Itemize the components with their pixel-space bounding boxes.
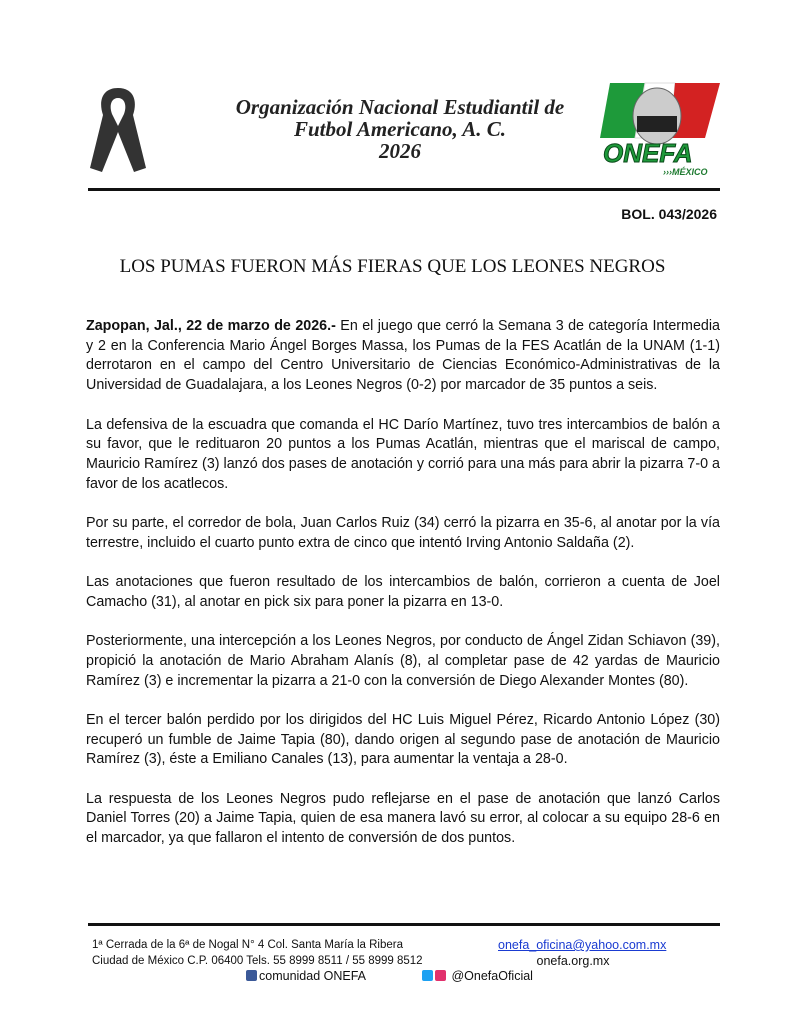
social-handle-link[interactable]	[422, 969, 533, 985]
bulletin-number: BOL. 043/2026	[621, 206, 717, 222]
org-line-1: Organización Nacional Estudiantil de	[235, 95, 565, 119]
dateline: Zapopan, Jal., 22 de marzo de 2026.-	[86, 318, 336, 334]
paragraph: La respuesta de los Leones Negros pudo reflejarse en el pase de anotación que lanzó Carlos Daniel Torres (20) a Jaime Tapia, quien de esa manera lavó su error, al colocar a su equipo 28-6 en el marcador, ya que fallaron el intento de conversión de dos puntos.	[86, 790, 720, 847]
social-handle-label: @OnefaOficial	[451, 969, 533, 983]
footer-address	[92, 938, 423, 969]
instagram-icon	[435, 970, 446, 981]
header-divider	[88, 188, 720, 191]
svg-text:ONEFA: ONEFA	[603, 138, 693, 168]
address-line-2: Ciudad de México C.P. 06400 Tels. 55 8999 8511 / 55 8999 8512	[92, 954, 423, 967]
article-body	[86, 317, 720, 869]
paragraph: Las anotaciones que fueron resultado de los intercambios de balón, corrieron a cuenta de Joel Camacho (31), al anotar en pick six para poner la pizarra en 13-0.	[86, 574, 720, 610]
onefa-logo	[595, 78, 725, 178]
org-line-2: Futbol Americano, A. C.	[294, 117, 506, 141]
website-link[interactable]: onefa.org.mx	[536, 953, 610, 968]
twitter-icon	[422, 970, 433, 981]
headline: LOS PUMAS FUERON MÁS FIERAS QUE LOS LEONES NEGROS	[119, 256, 666, 277]
paragraph: La defensiva de la escuadra que comanda el HC Darío Martínez, tuvo tres intercambios de balón a su favor, que le redituaron 20 puntos a los Pumas Acatlán, mientras que el mariscal de campo, Mauricio Ramírez (3) lanzó dos pases de anotación y corrió para una más para abrir la pizarra 7-0 a favor de los acatlecos.	[86, 416, 720, 492]
mourning-ribbon-icon	[78, 80, 158, 180]
email-link[interactable]: onefa_oficina@yahoo.com.mx	[498, 938, 667, 952]
paragraph: Por su parte, el corredor de bola, Juan Carlos Ruiz (34) cerró la pizarra en 35-6, al anotar por la vía terrestre, incluido el cuarto punto extra de cinco que intentó Irving Antonio Saldaña (2).	[86, 515, 720, 551]
svg-text:›››MÉXICO: ›››MÉXICO	[663, 167, 708, 177]
facebook-icon	[246, 970, 257, 981]
facebook-label: comunidad ONEFA	[259, 969, 366, 983]
paragraph	[86, 317, 720, 396]
org-year: 2026	[379, 139, 421, 163]
address-line-1: 1ª Cerrada de la 6ª de Nogal N° 4 Col. Santa María la Ribera	[92, 939, 403, 951]
facebook-link[interactable]	[246, 969, 366, 985]
paragraph-text: En el juego que cerró la Semana 3 de categoría Intermedia y 2 en la Conferencia Mario Ángel Borges Massa, los Pumas de la FES Acatlán de la UNAM (1-1) derrotaron en el campo del Centro Universitario de Ciencias Económico-Administrativas de la Universidad de Guadalajara, a los Leones Negros (0-2) por marcador de 35 puntos a seis.	[86, 318, 720, 394]
paragraph: En el tercer balón perdido por los dirigidos del HC Luis Miguel Pérez, Ricardo Antonio López (30) recuperó un fumble de Jaime Tapia (80), dando origen al segundo pase de anotación de Mauricio Ramírez (3), éste a Emiliano Canales (13), para aumentar la ventaja a 28-0.	[86, 711, 720, 768]
footer-contact	[498, 938, 667, 969]
paragraph: Posteriormente, una intercepción a los Leones Negros, por conducto de Ángel Zidan Schiavon (39), propició la anotación de Mario Abraham Alanís (8), al completar pase de 42 yardas de Mauricio Ramírez (3) e incrementar la pizarra a 21-0 con la conversión de Diego Alexander Montes (80).	[86, 633, 720, 689]
organization-name	[200, 96, 600, 162]
footer-divider	[88, 923, 720, 926]
